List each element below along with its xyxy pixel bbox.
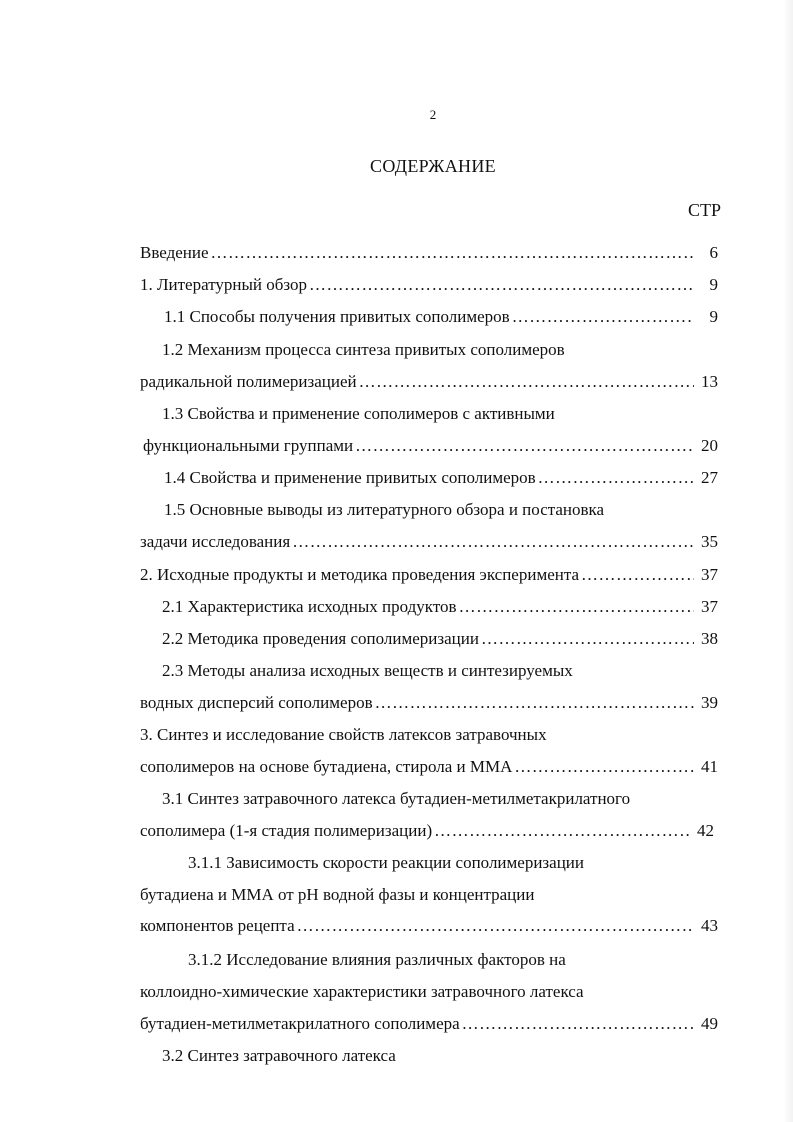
toc-entry-text: 1.1 Способы получения привитых сополимеров (164, 307, 510, 326)
toc-entry-text: 2. Исходные продукты и методика проведения эксперимента (140, 565, 580, 584)
toc-entry (188, 850, 766, 876)
toc-entry-text: бутадиен-метилметакрилатного сополимера (140, 1014, 460, 1033)
toc-entry (164, 465, 718, 491)
toc-entry-text: радикальной полимеризацией (140, 372, 357, 391)
toc-entry-text: 3.1 Синтез затравочного латекса бутадиен-метилметакрилатного (162, 789, 631, 808)
toc-entry-text: 3. Синтез и исследование свойств латексов затравочных (140, 725, 547, 744)
toc-entry (188, 947, 766, 973)
toc-entry-text: 1.4 Свойства и применение привитых сополимеров (164, 468, 536, 487)
toc-entry-page: 49 (701, 1014, 718, 1033)
toc-entry-page: 13 (701, 372, 718, 391)
toc-entry (140, 690, 718, 716)
toc-entry-text: функциональными группами (143, 436, 354, 455)
toc-entry-page: 37 (701, 565, 718, 584)
toc-entry-text: 1.5 Основные выводы из литературного обзора и постановка (164, 500, 605, 519)
toc-leader-dots (512, 304, 694, 330)
toc-entry (162, 658, 740, 684)
toc-leader-dots (359, 369, 694, 395)
toc-entry-text: 3.2 Синтез затравочного латекса (162, 1046, 396, 1065)
toc-leader-dots (211, 240, 694, 266)
toc-entry (162, 594, 718, 620)
toc-entry-page: 20 (701, 436, 718, 455)
toc-entry-text: задачи исследования (140, 532, 291, 551)
toc-leader-dots (292, 529, 694, 555)
toc-entry (140, 754, 718, 780)
toc-entry (140, 722, 718, 748)
toc-leader-dots (481, 626, 694, 652)
toc-entry-page: 43 (701, 916, 718, 935)
toc-entry (162, 1043, 740, 1069)
toc-entry-page: 42 (697, 821, 714, 840)
toc-entry-page: 39 (701, 693, 718, 712)
toc-entry (162, 337, 740, 363)
toc-entry (140, 240, 718, 266)
toc-entry-text: 1. Литературный обзор (140, 275, 308, 294)
toc-entry-text: 1.3 Свойства и применение сополимеров с активными (162, 404, 555, 423)
toc-entry-text: 3.1.2 Исследование влияния различных факторов на (188, 950, 566, 969)
toc-leader-dots (459, 594, 694, 620)
toc-entry-page: 41 (701, 757, 718, 776)
toc-entry-text: Введение (140, 243, 209, 262)
toc-leader-dots (297, 913, 694, 939)
toc-entry (140, 562, 718, 588)
toc-entry-page: 38 (701, 629, 718, 648)
toc-leader-dots (355, 433, 694, 459)
toc-entry-text: компонентов рецепта (140, 916, 295, 935)
toc-entry (140, 529, 718, 555)
toc-entry (164, 304, 718, 330)
toc-entry (140, 979, 718, 1005)
toc-leader-dots (538, 465, 694, 491)
toc-entry (164, 497, 742, 523)
toc-leader-dots (581, 562, 694, 588)
toc-entry (140, 818, 714, 844)
page-column-label: СТР (687, 200, 721, 220)
toc-entry (140, 369, 718, 395)
scan-edge-shadow (783, 0, 793, 1122)
toc-entry (140, 1011, 718, 1037)
toc-entry-text: 2.2 Методика проведения сополимеризации (162, 629, 479, 648)
toc-entry-text: 3.1.1 Зависимость скорости реакции сополимеризации (188, 853, 584, 872)
toc-leader-dots (434, 818, 690, 844)
toc-entry-text: водных дисперсий сополимеров (140, 693, 373, 712)
toc-leader-dots (514, 754, 694, 780)
toc-leader-dots (309, 272, 694, 298)
toc-entry (162, 401, 740, 427)
toc-entry-page: 35 (701, 532, 718, 551)
toc-entry-text: сополимеров на основе бутадиена, стирола и ММА (140, 757, 513, 776)
toc-entry (140, 882, 718, 908)
toc-entry-text: 1.2 Механизм процесса синтеза привитых сополимеров (162, 340, 565, 359)
toc-entry-text: бутадиена и ММА от pH водной фазы и концентрации (140, 885, 535, 904)
toc-entry-page: 6 (709, 243, 718, 262)
toc-entry (140, 272, 718, 298)
toc-entry (162, 786, 740, 812)
page-title: СОДЕРЖАНИЕ (370, 156, 496, 176)
page-number: 2 (429, 107, 437, 122)
toc-leader-dots (462, 1011, 694, 1037)
toc-entry-page: 9 (709, 307, 718, 326)
toc-entry-text: сополимера (1-я стадия полимеризации) (140, 821, 433, 840)
toc-entry (140, 913, 718, 939)
toc-leader-dots (375, 690, 694, 716)
toc-entry-text: коллоидно-химические характеристики затравочного латекса (140, 982, 584, 1001)
toc-entry-page: 9 (709, 275, 718, 294)
toc-entry-page: 27 (701, 468, 718, 487)
toc-entry-text: 2.3 Методы анализа исходных веществ и синтезируемых (162, 661, 573, 680)
toc-entry (143, 433, 718, 459)
toc-entry-page: 37 (701, 597, 718, 616)
toc-entry (162, 626, 718, 652)
toc-entry-text: 2.1 Характеристика исходных продуктов (162, 597, 457, 616)
